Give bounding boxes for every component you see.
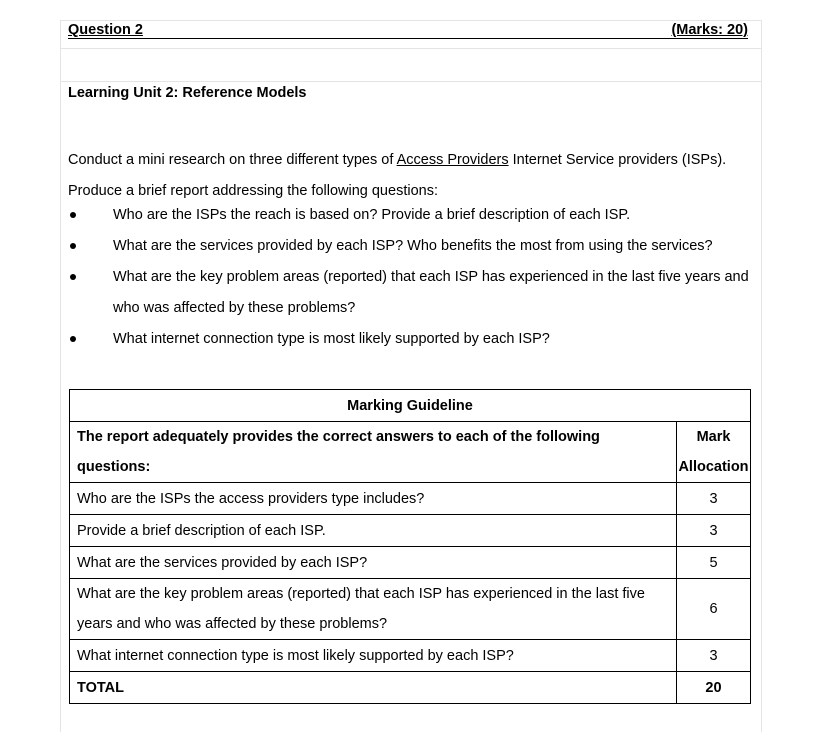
- intro-paragraph: [68, 145, 758, 207]
- mark-allocation-header: Mark Allocation: [677, 422, 751, 483]
- criterion-mark: 5: [677, 547, 751, 579]
- question-marks: (Marks: 20): [671, 22, 748, 38]
- access-providers-link[interactable]: Access Providers: [396, 152, 509, 168]
- bullet-icon: [70, 274, 76, 280]
- bullet-icon: [70, 212, 76, 218]
- bullet-icon: [70, 243, 76, 249]
- question-title: Question 2: [68, 22, 143, 38]
- list-item: [68, 231, 758, 262]
- intro-text-before: Conduct a mini research on three different types of: [68, 152, 397, 168]
- divider: [60, 48, 761, 49]
- table-row: [70, 547, 751, 579]
- table-row: [70, 483, 751, 515]
- intro-text-after: Internet Service providers (ISPs). Produce a brief report addressing the following questions:: [68, 152, 727, 199]
- criterion-text: Provide a brief description of each ISP.: [70, 515, 677, 547]
- criterion-text: What are the key problem areas (reported) that each ISP has experienced in the last five years and who was affected by these problems?: [70, 579, 677, 640]
- criterion-mark: 6: [677, 579, 751, 640]
- table-row: [70, 515, 751, 547]
- criterion-mark: 3: [677, 640, 751, 672]
- criterion-mark: 3: [677, 483, 751, 515]
- question-header: [68, 20, 748, 39]
- criterion-mark: 3: [677, 515, 751, 547]
- bullet-text: What are the key problem areas (reported) that each ISP has experienced in the last five years and who was affected by these problems?: [113, 269, 749, 316]
- bullet-icon: [70, 336, 76, 342]
- list-item: [68, 324, 758, 355]
- list-item: [68, 262, 758, 324]
- guideline-intro: The report adequately provides the correct answers to each of the following questions:: [70, 422, 677, 483]
- marking-guideline-table: [69, 389, 751, 704]
- total-row: [70, 672, 751, 704]
- bullet-text: What are the services provided by each ISP? Who benefits the most from using the services?: [113, 238, 713, 254]
- question-list: [68, 200, 758, 355]
- marking-guideline-title: Marking Guideline: [70, 390, 751, 422]
- total-label: TOTAL: [70, 672, 677, 704]
- criterion-text: What are the services provided by each ISP?: [70, 547, 677, 579]
- criterion-text: Who are the ISPs the access providers type includes?: [70, 483, 677, 515]
- criterion-text: What internet connection type is most likely supported by each ISP?: [70, 640, 677, 672]
- total-value: 20: [677, 672, 751, 704]
- bullet-text: What internet connection type is most likely supported by each ISP?: [113, 331, 550, 347]
- table-row: [70, 640, 751, 672]
- list-item: [68, 200, 758, 231]
- bullet-text: Who are the ISPs the reach is based on? Provide a brief description of each ISP.: [113, 207, 631, 223]
- learning-unit-title: Learning Unit 2: Reference Models: [68, 85, 307, 101]
- table-row: [70, 579, 751, 640]
- divider: [60, 81, 761, 82]
